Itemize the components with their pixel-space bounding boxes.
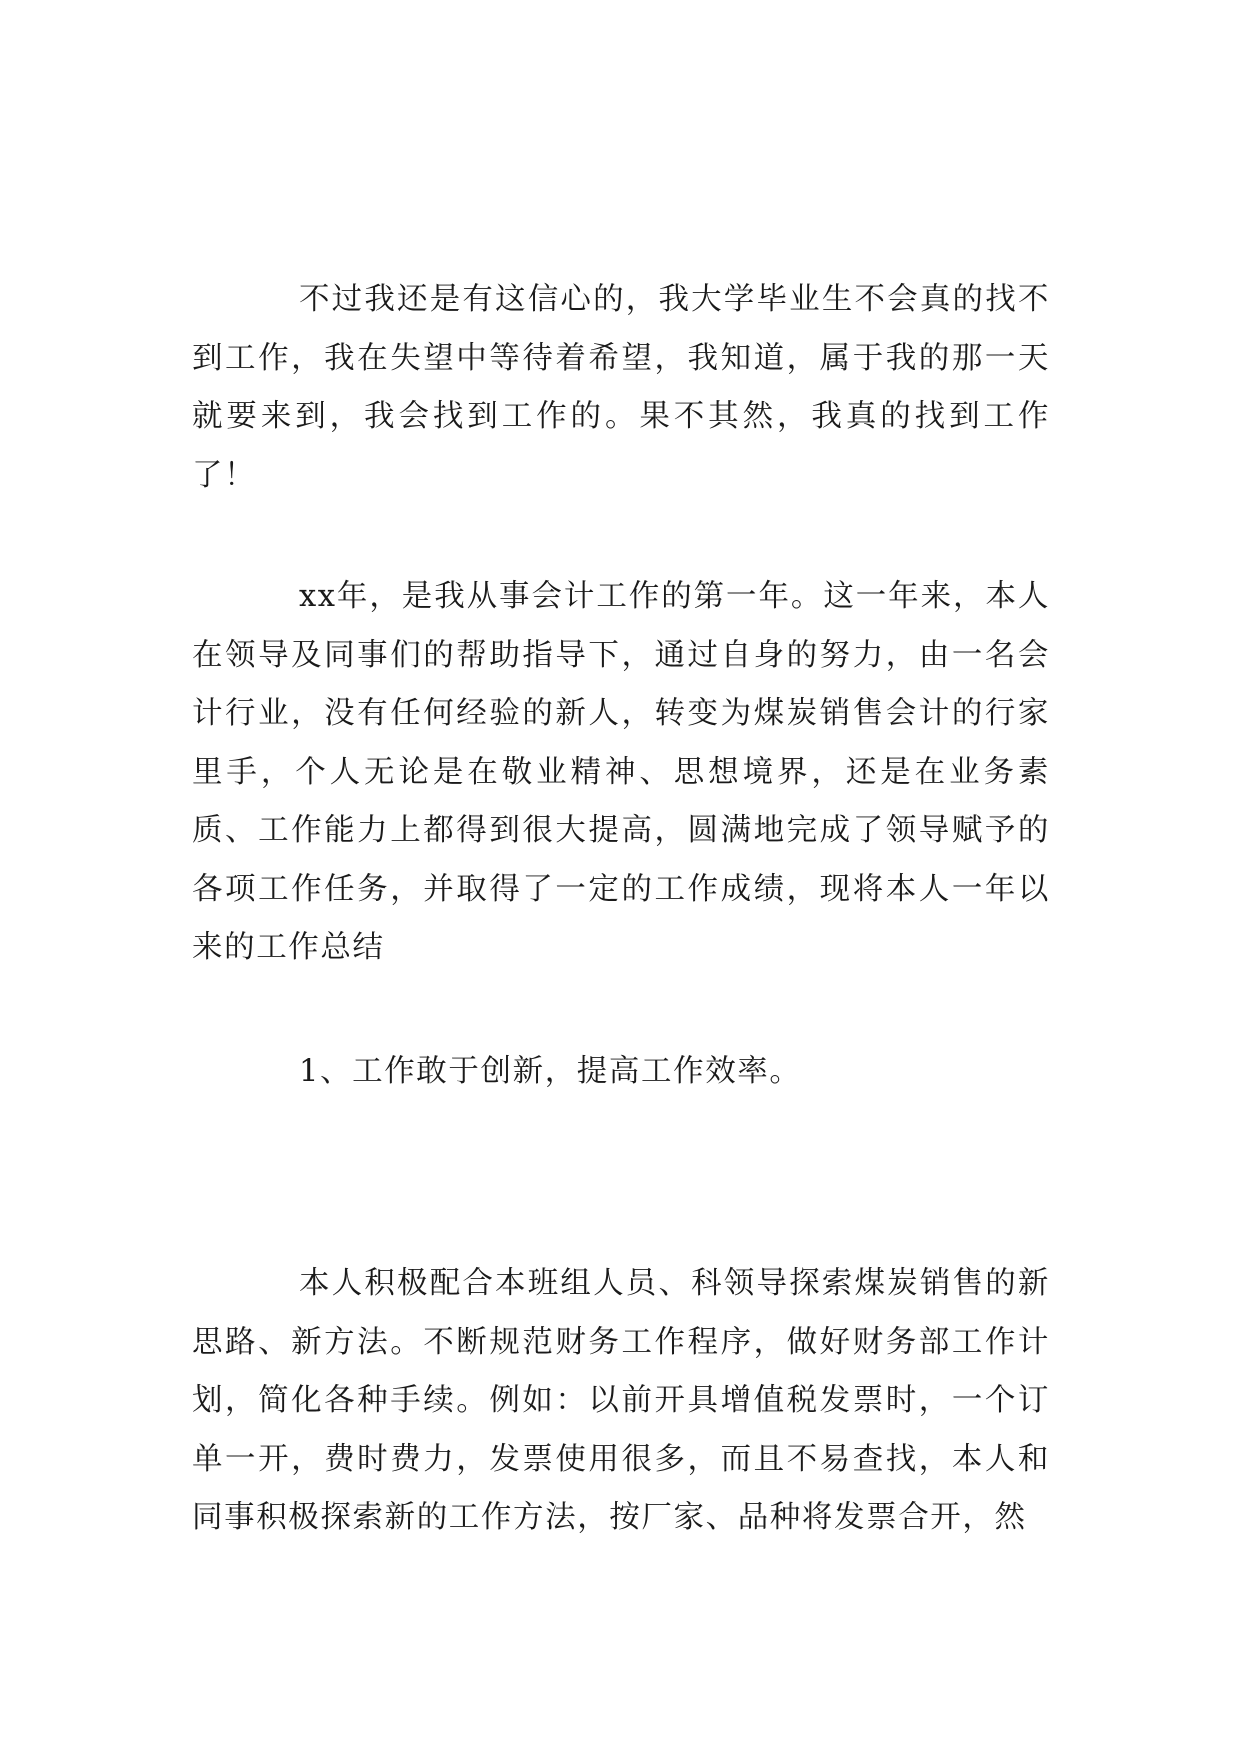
paragraph-job-search: 不过我还是有这信心的，我大学毕业生不会真的找不到工作，我在失望中等待着希望，我知道，属于我的那一天就要来到，我会找到工作的。果不其然，我真的找到工作了！ bbox=[192, 282, 1050, 493]
paragraph-first-year-summary: xx年，是我从事会计工作的第一年。这一年来，本人在领导及同事们的帮助指导下，通过自身的努力，由一名会计行业，没有任何经验的新人，转变为煤炭销售会计的行家里手，个人无论是在敬业精神、思想境界，还是在业务素质、工作能力上都得到很大提高，圆满地完成了领导赋予的各项工作任务，并取得了一定的工作成绩，现将本人一年以来的工作总结 bbox=[192, 579, 1050, 965]
paragraph-innovation-details: 本人积极配合本班组人员、科领导探索煤炭销售的新思路、新方法。不断规范财务工作程序，做好财务部工作计划，简化各种手续。例如：以前开具增值税发票时，一个订单一开，费时费力，发票使用很多，而且不易查找，本人和同事积极探索新的工作方法，按厂家、品种将发票合开，然 bbox=[192, 1266, 1050, 1535]
section-heading-innovation: 1、工作敢于创新，提高工作效率。 bbox=[299, 1054, 802, 1089]
